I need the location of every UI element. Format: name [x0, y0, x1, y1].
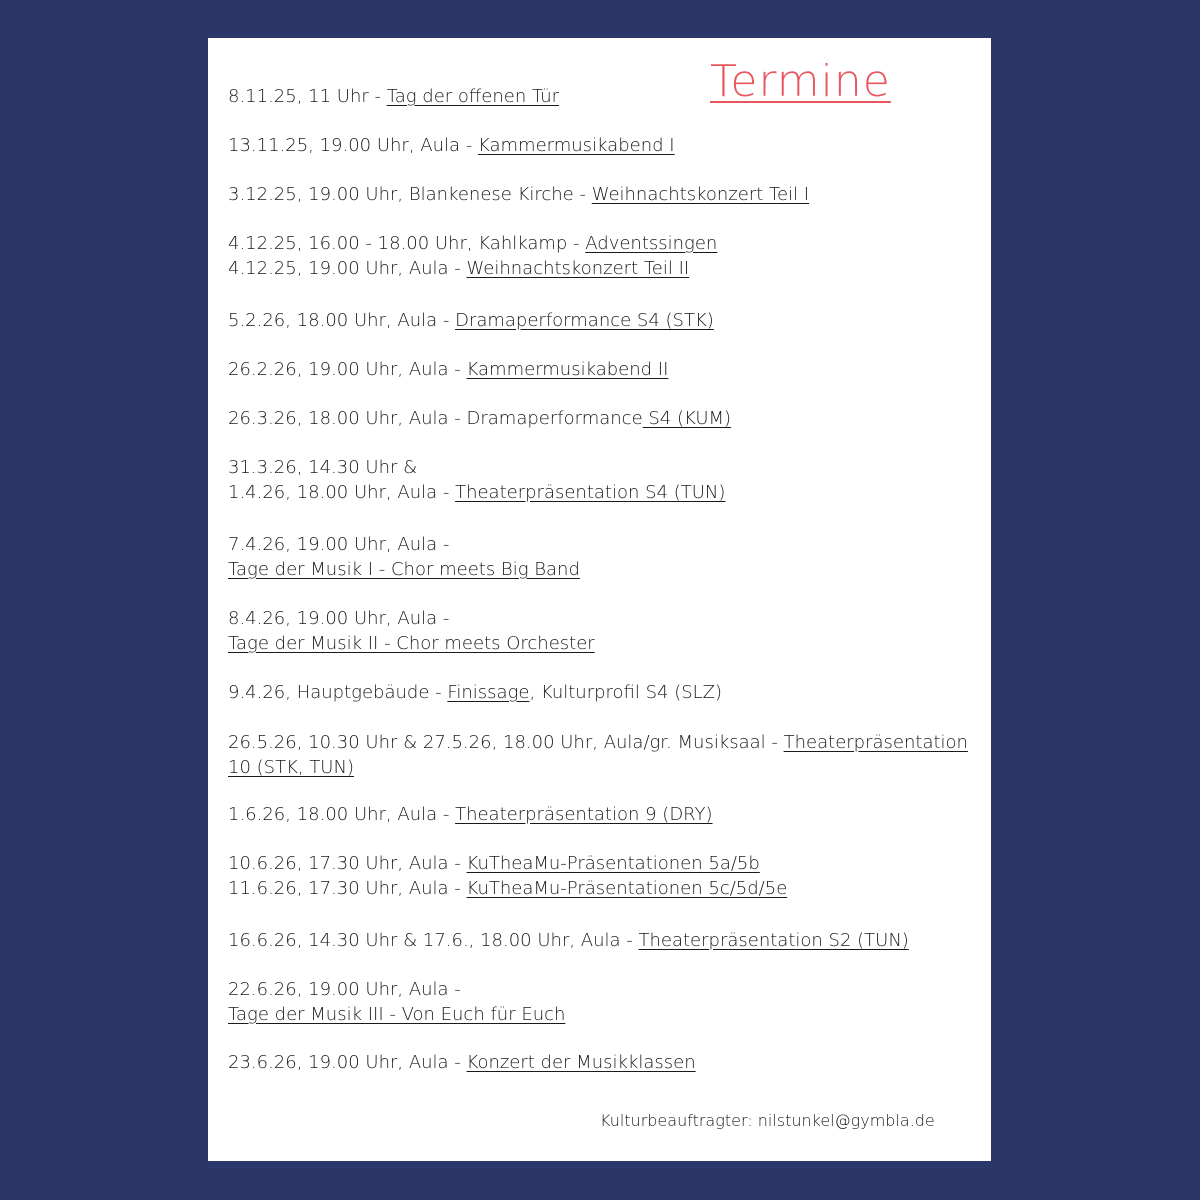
event-line: [228, 631, 595, 656]
event-line: [228, 182, 809, 207]
event-line: [228, 802, 713, 827]
event-title: Kammermusikabend II: [466, 359, 669, 380]
event-line: [228, 606, 595, 631]
event-suffix: , Kulturprofil S4 (SLZ): [529, 682, 723, 703]
event-details: 7.4.26, 19.00 Uhr, Aula -: [228, 534, 450, 555]
event-title: S4 (KUM): [642, 408, 732, 429]
event-entry: [228, 606, 595, 656]
event-title: Theaterpräsentation S4 (TUN): [455, 482, 726, 503]
event-details: 8.11.25, 11 Uhr -: [228, 86, 387, 107]
event-details: 4.12.25, 16.00 - 18.00 Uhr, Kahlkamp -: [228, 233, 586, 254]
event-entry: [228, 84, 559, 109]
event-line: [228, 1002, 565, 1027]
event-entry: [228, 730, 968, 780]
event-line: [228, 977, 565, 1002]
event-details: 26.2.26, 19.00 Uhr, Aula -: [228, 359, 467, 380]
event-details: 4.12.25, 19.00 Uhr, Aula -: [228, 258, 467, 279]
event-entry: [228, 231, 717, 281]
event-title: Tag der offenen Tür: [386, 86, 560, 107]
event-details: 11.6.26, 17.30 Uhr, Aula -: [228, 878, 467, 899]
event-entry: [228, 455, 725, 505]
event-title: KuTheaMu-Präsentationen 5a/5b: [466, 853, 760, 874]
event-title: Weihnachtskonzert Teil I: [591, 184, 810, 205]
event-entry: [228, 1050, 696, 1075]
event-entry: [228, 182, 809, 207]
event-line: [228, 133, 675, 158]
event-details: 23.6.26, 19.00 Uhr, Aula -: [228, 1052, 467, 1073]
event-details: 8.4.26, 19.00 Uhr, Aula -: [228, 608, 450, 629]
event-details: 1.6.26, 18.00 Uhr, Aula -: [228, 804, 456, 825]
event-title: Tage der Musik III - Von Euch für Euch: [228, 1004, 566, 1025]
event-title: Tage der Musik II - Chor meets Orchester: [228, 633, 595, 654]
event-line: [228, 231, 717, 256]
event-title: Dramaperformance S4 (STK): [455, 310, 714, 331]
event-line: [228, 730, 968, 755]
event-title: Finissage: [447, 682, 530, 703]
event-line: [228, 357, 668, 382]
page-title: Termine: [710, 56, 891, 107]
event-line: [228, 1050, 696, 1075]
event-line: [228, 851, 787, 876]
event-title: Theaterpräsentation S2 (TUN): [638, 930, 909, 951]
event-title: Adventssingen: [585, 233, 718, 254]
event-title: Theaterpräsentation 9 (DRY): [455, 804, 713, 825]
event-line: [228, 532, 580, 557]
event-line: [228, 557, 580, 582]
event-line: [228, 455, 725, 480]
event-details: 26.5.26, 10.30 Uhr & 27.5.26, 18.00 Uhr, Aula/gr. Musiksaal -: [228, 732, 784, 753]
event-entry: [228, 532, 580, 582]
event-details: 5.2.26, 18.00 Uhr, Aula -: [228, 310, 456, 331]
event-line: [228, 480, 725, 505]
event-entry: [228, 977, 565, 1027]
event-details: 16.6.26, 14.30 Uhr & 17.6., 18.00 Uhr, Aula -: [228, 930, 639, 951]
event-line: [228, 256, 717, 281]
event-details: 10.6.26, 17.30 Uhr, Aula -: [228, 853, 467, 874]
event-line: [228, 755, 968, 780]
event-details: 22.6.26, 19.00 Uhr, Aula -: [228, 979, 461, 1000]
event-line: [228, 680, 722, 705]
event-entry: [228, 133, 675, 158]
event-title: Theaterpräsentation: [783, 732, 968, 753]
event-details: 31.3.26, 14.30 Uhr &: [228, 457, 418, 478]
event-title: 10 (STK, TUN): [228, 757, 354, 778]
event-line: [228, 928, 909, 953]
event-details: 26.3.26, 18.00 Uhr, Aula - Dramaperformance: [228, 408, 643, 429]
event-entry: [228, 851, 787, 901]
event-entry: [228, 406, 731, 431]
event-title: Konzert der Musikklassen: [466, 1052, 696, 1073]
event-entry: [228, 928, 909, 953]
event-title: Kammermusikabend I: [477, 135, 675, 156]
event-details: 13.11.25, 19.00 Uhr, Aula -: [228, 135, 478, 156]
event-line: [228, 406, 731, 431]
event-entry: [228, 802, 713, 827]
event-title: Tage der Musik I - Chor meets Big Band: [228, 559, 580, 580]
event-title: KuTheaMu-Präsentationen 5c/5d/5e: [466, 878, 788, 899]
event-entry: [228, 357, 668, 382]
contact-footer: Kulturbeauftragter: nilstunkel@gymbla.de: [600, 1111, 935, 1130]
event-line: [228, 308, 714, 333]
event-line: [228, 876, 787, 901]
event-title: Weihnachtskonzert Teil II: [466, 258, 690, 279]
event-details: 1.4.26, 18.00 Uhr, Aula -: [228, 482, 456, 503]
event-details: 9.4.26, Hauptgebäude -: [228, 682, 448, 703]
event-details: 3.12.25, 19.00 Uhr, Blankenese Kirche -: [228, 184, 592, 205]
event-entry: [228, 308, 714, 333]
event-line: [228, 84, 559, 109]
event-entry: [228, 680, 722, 705]
